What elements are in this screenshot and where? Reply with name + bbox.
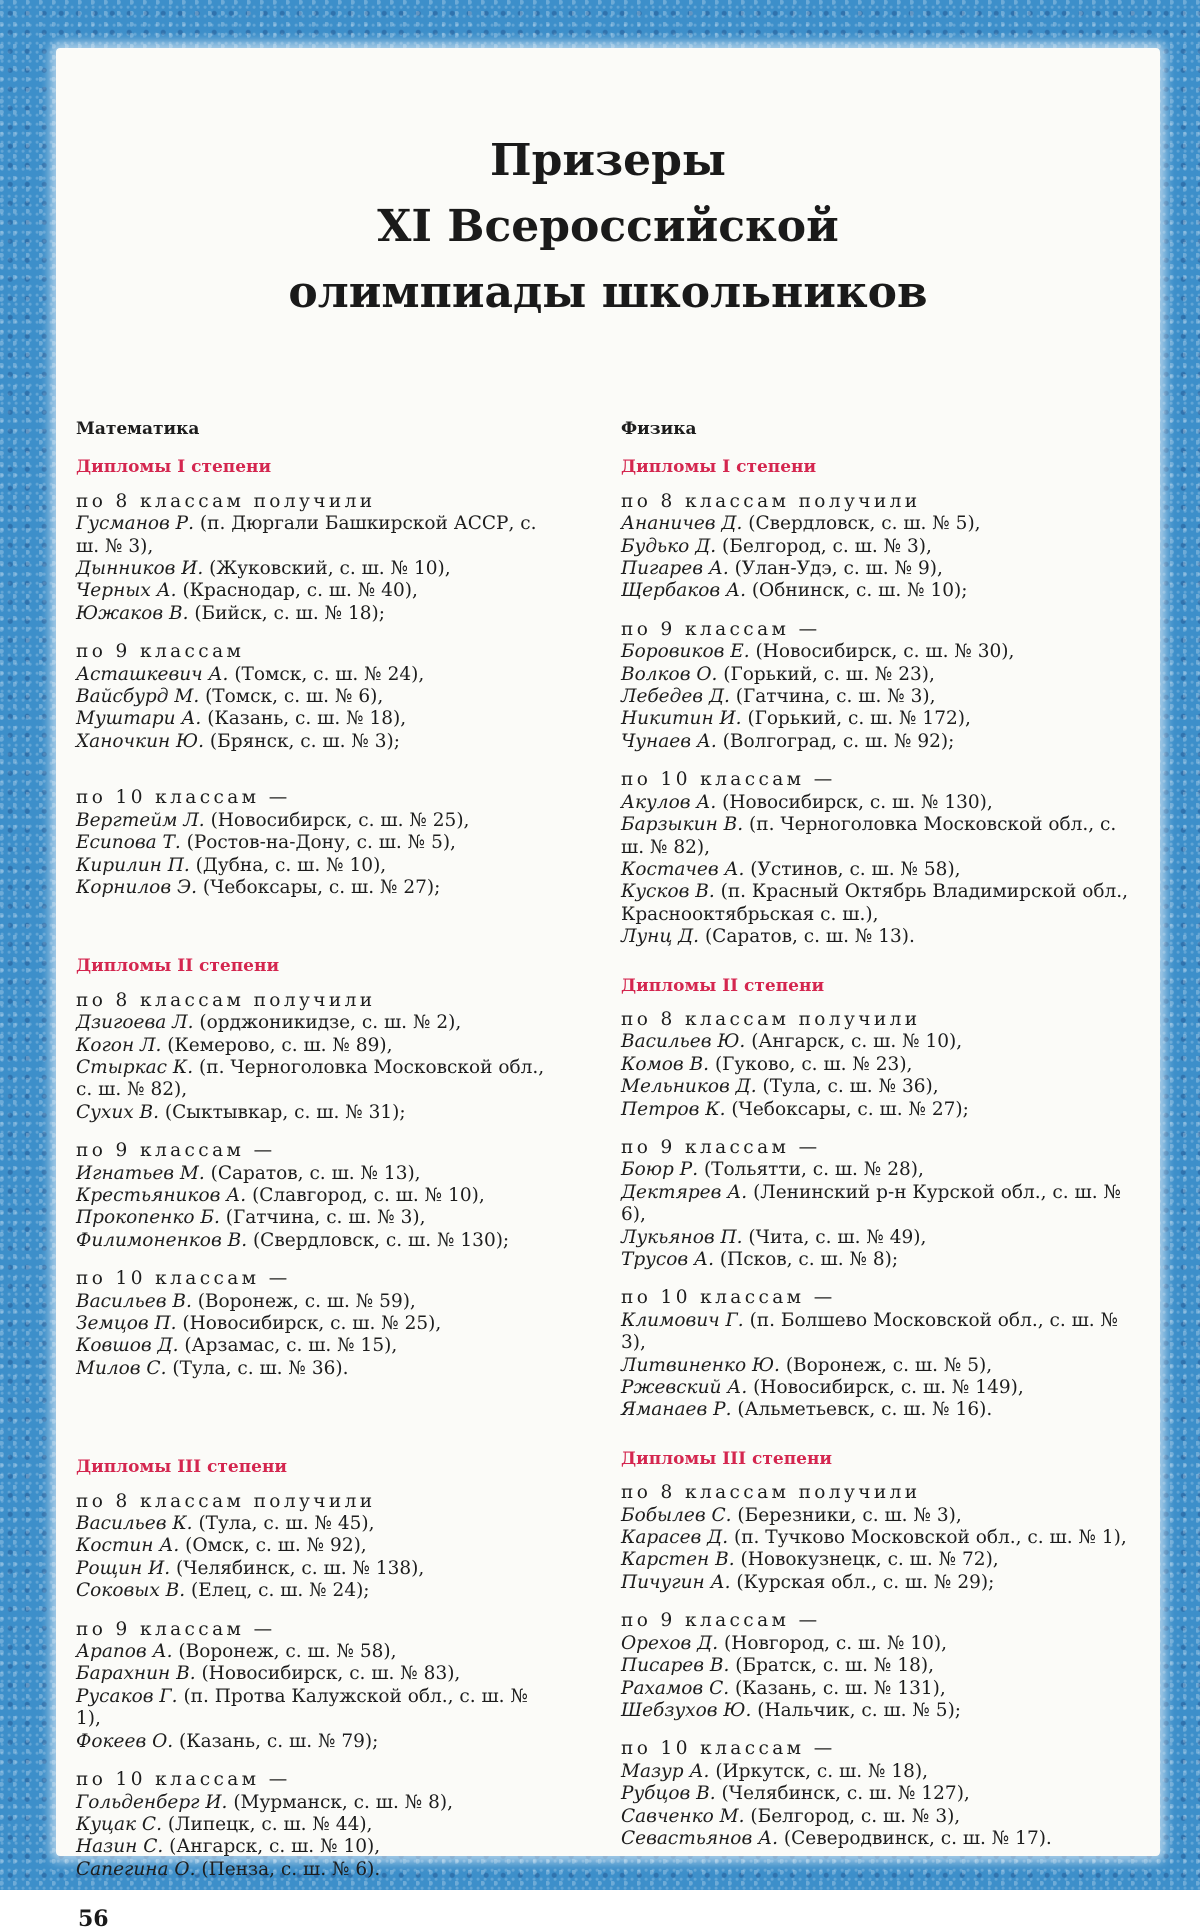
diploma-level-heading: Дипломы I степени xyxy=(621,457,817,478)
winner-entry xyxy=(76,1358,552,1380)
winner-school: (Гатчина, с. ш. № 3), xyxy=(225,1207,426,1229)
winner-school: (Новосибирск, с. ш. № 83), xyxy=(201,1663,461,1685)
winner-name: Фокеев О. xyxy=(76,1730,174,1752)
section-spacer xyxy=(621,965,1131,975)
winner-school: (п. Черноголовка Московской обл., с. ш. № 82), xyxy=(76,1056,545,1101)
winner-school: (Гуково, с. ш. № 23), xyxy=(714,1053,913,1075)
winner-entry xyxy=(76,686,552,708)
winner-name: Петров К. xyxy=(621,1098,726,1120)
winner-entry xyxy=(76,1335,552,1357)
grade-label: по 8 классам получили xyxy=(76,989,376,1011)
winner-entry xyxy=(621,1505,1131,1527)
winner-entry xyxy=(621,686,1131,708)
winner-school: (Нальчик, с. ш. № 5); xyxy=(757,1699,962,1721)
winner-school: (Дубна, с. ш. № 10), xyxy=(195,854,387,876)
title-line-1: Призеры xyxy=(490,135,726,186)
winner-entry xyxy=(621,1655,1131,1677)
winner-school: (Саратов, с. ш. № 13), xyxy=(210,1162,421,1184)
winner-entry xyxy=(621,1633,1131,1655)
diploma-level-heading: Дипломы II степени xyxy=(621,975,825,996)
winner-school: (Тольятти, с. ш. № 28), xyxy=(703,1159,924,1181)
winner-entry xyxy=(621,1549,1131,1571)
winner-name: Комов В. xyxy=(621,1053,710,1075)
winner-school: (Волгоград, с. ш. № 92); xyxy=(722,730,955,752)
diploma-level-heading: Дипломы III степени xyxy=(76,1457,288,1478)
grade-group xyxy=(76,1769,552,1881)
winner-entry xyxy=(76,1230,552,1252)
winner-name: Боюр Р. xyxy=(621,1159,699,1181)
winner-school: (Новосибирск, с. ш. № 30), xyxy=(755,641,1015,663)
winner-name: Сапегина О. xyxy=(76,1858,196,1880)
winner-school: (Новосибирск, с. ш. № 149), xyxy=(753,1377,1024,1399)
winner-school: (п. Болшево Московской обл., с. ш. № 3), xyxy=(621,1309,1119,1354)
winner-name: Акулов А. xyxy=(621,791,717,813)
winner-school: (Жуковский, с. ш. № 10), xyxy=(209,558,451,580)
diploma-level-heading: Дипломы I степени xyxy=(76,457,272,478)
winner-name: Никитин И. xyxy=(621,708,742,730)
winner-school: (Горький, с. ш. № 172), xyxy=(747,708,971,730)
winner-name: Лунц Д. xyxy=(621,926,700,948)
winner-entry xyxy=(76,1207,552,1229)
winner-name: Филимоненков В. xyxy=(76,1229,248,1251)
winner-school: (Елец, с. ш. № 24); xyxy=(191,1580,370,1602)
winner-name: Волков О. xyxy=(621,663,718,685)
winner-entry xyxy=(76,1185,552,1207)
subject-heading: Математика xyxy=(76,419,200,439)
winner-entry xyxy=(621,1572,1131,1594)
winner-name: Милов С. xyxy=(76,1357,167,1379)
grade-group xyxy=(621,1137,1131,1271)
winner-name: Карасев Д. xyxy=(621,1527,729,1549)
grade-label: по 10 классам — xyxy=(621,1738,836,1760)
winner-name: Рубцов В. xyxy=(621,1783,716,1805)
winner-entry xyxy=(621,1761,1131,1783)
winner-name: Дзигоева Л. xyxy=(76,1012,194,1034)
winner-entry xyxy=(76,1102,552,1124)
winner-school: (Казань, с. ш. № 79); xyxy=(179,1730,379,1752)
winner-name: Севастьянов А. xyxy=(621,1827,778,1849)
grade-group xyxy=(76,1140,552,1252)
winner-school: (Улан-Удэ, с. ш. № 9), xyxy=(734,558,943,580)
winner-school: (Пенза, с. ш. № 6). xyxy=(201,1858,381,1880)
winner-school: (п. Красный Октябрь Владимирской обл., Краснооктябрьская с. ш.), xyxy=(621,881,1129,925)
grade-group xyxy=(621,769,1131,948)
winner-entry xyxy=(76,1859,552,1881)
grade-label: по 9 классам — xyxy=(621,618,821,640)
grade-label: по 8 классам получили xyxy=(76,1490,376,1512)
winner-name: Русаков Г. xyxy=(76,1685,178,1707)
winner-entry xyxy=(76,855,552,877)
winner-name: Соковых В. xyxy=(76,1580,186,1602)
winner-school: (Братск, с. ш. № 18), xyxy=(735,1655,934,1677)
grade-group xyxy=(621,1009,1131,1121)
page-title xyxy=(56,128,1160,326)
winner-school: (Новокузнецк, с. ш. № 72), xyxy=(740,1549,999,1571)
winner-entry xyxy=(76,1792,552,1814)
winner-school: (Мурманск, с. ш. № 8), xyxy=(233,1791,453,1813)
grade-group xyxy=(621,491,1131,603)
winner-entry xyxy=(621,1783,1131,1805)
winner-entry xyxy=(621,1806,1131,1828)
winner-school: (Белгород, с. ш. № 3), xyxy=(722,535,932,557)
winner-entry xyxy=(76,877,552,899)
winner-name: Васильев Ю. xyxy=(621,1031,746,1053)
winner-school: (Северодвинск, с. ш. № 17). xyxy=(783,1827,1052,1849)
winner-school: (Горький, с. ш. № 23), xyxy=(723,663,935,685)
winner-entry xyxy=(621,580,1131,602)
winner-school: (Обнинск, с. ш. № 10); xyxy=(751,580,968,602)
subject-heading: Физика xyxy=(621,419,697,439)
winner-entry xyxy=(76,1535,552,1557)
winner-name: Мельников Д. xyxy=(621,1076,757,1098)
winner-entry xyxy=(76,664,552,686)
grade-group xyxy=(621,1610,1131,1722)
grade-group xyxy=(76,1268,552,1380)
winner-name: Савченко М. xyxy=(621,1805,745,1827)
winner-entry xyxy=(621,1182,1131,1227)
winner-entry xyxy=(621,1678,1131,1700)
winner-school: (п. Черноголовка Московской обл., с. ш. № 82), xyxy=(621,814,1117,858)
winner-school: (Свердловск, с. ш. № 130); xyxy=(252,1229,510,1251)
winner-entry xyxy=(76,558,552,580)
section-spacer xyxy=(621,1438,1131,1448)
winner-school: (Казань, с. ш. № 131), xyxy=(735,1677,946,1699)
title-line-2: XI Всероссийской xyxy=(377,201,839,252)
grade-group xyxy=(621,1482,1131,1594)
winner-entry xyxy=(621,1355,1131,1377)
winner-name: Орехов Д. xyxy=(621,1632,719,1654)
winner-school: (Славгород, с. ш. № 10), xyxy=(252,1184,485,1206)
winner-school: (Тула, с. ш. № 36), xyxy=(762,1076,939,1098)
winner-entry xyxy=(621,1227,1131,1249)
winner-entry xyxy=(621,1828,1131,1850)
winner-name: Чунаев А. xyxy=(621,730,717,752)
winner-school: (п. Тучково Московской обл., с. ш. № 1), xyxy=(734,1527,1127,1549)
winner-name: Дектярев А. xyxy=(621,1181,748,1203)
winner-school: (Липецк, с. ш. № 44), xyxy=(167,1813,373,1835)
winner-school: (Сыктывкар, с. ш. № 31); xyxy=(164,1101,406,1123)
winner-entry xyxy=(621,1249,1131,1271)
winner-school: (Новосибирск, с. ш. № 130), xyxy=(722,791,993,813)
winner-school: (Ангарск, с. ш. № 10), xyxy=(751,1031,963,1053)
winner-entry xyxy=(621,1527,1131,1549)
winner-school: (Воронеж, с. ш. № 5), xyxy=(785,1354,993,1376)
winner-entry xyxy=(621,814,1131,859)
winner-name: Дынников И. xyxy=(76,558,204,580)
grade-group xyxy=(76,990,552,1124)
winner-entry xyxy=(621,1099,1131,1121)
winner-name: Черных А. xyxy=(76,580,177,602)
winner-name: Шебзухов Ю. xyxy=(621,1699,752,1721)
winner-entry xyxy=(621,558,1131,580)
winner-name: Мазур А. xyxy=(621,1760,710,1782)
winner-entry xyxy=(76,1836,552,1858)
winner-entry xyxy=(621,1310,1131,1355)
winner-entry xyxy=(76,1663,552,1685)
winner-name: Игнатьев М. xyxy=(76,1162,205,1184)
winner-entry xyxy=(621,926,1131,948)
grade-label: по 8 классам получили xyxy=(621,1008,921,1030)
winner-entry xyxy=(76,1814,552,1836)
winner-entry xyxy=(76,1163,552,1185)
grade-group xyxy=(621,1738,1131,1850)
winner-entry xyxy=(76,580,552,602)
winner-school: (Свердловск, с. ш. № 5), xyxy=(748,513,981,535)
winner-name: Вайсбурд М. xyxy=(76,686,200,708)
page-number: 56 xyxy=(78,1906,109,1932)
winner-name: Писарев В. xyxy=(621,1655,730,1677)
winner-name: Костачев А. xyxy=(621,858,745,880)
grade-group xyxy=(621,1287,1131,1421)
title-line-3: олимпиады школьников xyxy=(288,267,928,318)
grade-label: по 9 классам xyxy=(76,641,245,663)
winner-name: Есипова Т. xyxy=(76,832,181,854)
winner-school: (Чебоксары, с. ш. № 27); xyxy=(731,1098,969,1120)
winner-school: (Бийск, с. ш. № 18); xyxy=(194,602,385,624)
winner-name: Васильев В. xyxy=(76,1290,192,1312)
winner-name: Муштари А. xyxy=(76,708,202,730)
winner-name: Ржевский А. xyxy=(621,1377,748,1399)
winner-name: Стыркас К. xyxy=(76,1056,194,1078)
winner-school: (Новгород, с. ш. № 10), xyxy=(724,1632,947,1654)
winner-entry xyxy=(76,1513,552,1535)
winner-entry xyxy=(621,731,1131,753)
winner-school: (Тула, с. ш. № 45), xyxy=(198,1513,375,1535)
winner-name: Карстен В. xyxy=(621,1549,735,1571)
grade-label: по 10 классам — xyxy=(621,769,836,791)
winner-name: Климович Г. xyxy=(621,1309,744,1331)
winner-name: Бобылев С. xyxy=(621,1504,732,1526)
grade-label: по 9 классам — xyxy=(76,1140,276,1162)
winner-school: (Белгород, с. ш. № 3), xyxy=(750,1805,961,1827)
winner-school: (Новосибирск, с. ш. № 25), xyxy=(182,1313,442,1334)
winner-entry xyxy=(621,859,1131,881)
winner-name: Прокопенко Б. xyxy=(76,1207,220,1229)
winner-entry xyxy=(76,810,552,832)
winner-entry xyxy=(76,1291,552,1313)
winner-name: Боровиков Е. xyxy=(621,641,750,663)
winner-school: (Брянск, с. ш. № 3); xyxy=(209,730,400,752)
winner-name: Кусков В. xyxy=(621,881,715,903)
grade-label: по 9 классам — xyxy=(76,1618,276,1640)
winner-school: (п. Дюргали Башкирской АССР, с. ш. № 3), xyxy=(76,513,537,557)
grade-label: по 10 классам — xyxy=(621,1287,836,1309)
winner-school: (Новосибирск, с. ш. № 25), xyxy=(210,809,470,831)
winner-name: Крестьяников А. xyxy=(76,1184,247,1206)
winner-name: Васильев К. xyxy=(76,1513,193,1535)
winner-entry xyxy=(76,603,552,625)
winner-school: (Воронеж, с. ш. № 58), xyxy=(178,1641,397,1663)
winner-school: (Томск, с. ш. № 6), xyxy=(205,686,384,708)
winner-name: Костин А. xyxy=(76,1535,180,1557)
winner-entry xyxy=(76,1686,552,1731)
winner-name: Рощин И. xyxy=(76,1557,171,1579)
grade-group xyxy=(76,1491,552,1603)
winner-entry xyxy=(76,1641,552,1663)
winner-entry xyxy=(76,1558,552,1580)
winner-school: (Устинов, с. ш. № 58), xyxy=(750,858,961,880)
winner-school: (Арзамас, с. ш. № 15), xyxy=(184,1335,398,1357)
winner-entry xyxy=(76,1035,552,1057)
winner-name: Рахамов С. xyxy=(621,1677,730,1699)
diploma-level-heading: Дипломы III степени xyxy=(621,1448,833,1469)
winner-school: (Краснодар, с. ш. № 40), xyxy=(182,580,418,602)
winner-entry xyxy=(621,513,1131,535)
winner-name: Асташкевич А. xyxy=(76,663,229,685)
winner-name: Лукьянов П. xyxy=(621,1226,743,1248)
winner-school: (Челябинск, с. ш. № 138), xyxy=(176,1557,425,1579)
grade-group xyxy=(76,1619,552,1753)
winner-school: (Курская обл., с. ш. № 29); xyxy=(736,1571,995,1593)
winner-school: (Омск, с. ш. № 92), xyxy=(185,1535,367,1557)
winner-name: Барахнин В. xyxy=(76,1663,196,1685)
winner-school: (Тула, с. ш. № 36). xyxy=(172,1357,349,1379)
math-column xyxy=(76,412,552,1897)
winner-school: (Березники, с. ш. № 3), xyxy=(737,1504,962,1526)
winner-school: (Казань, с. ш. № 18), xyxy=(207,708,407,730)
grade-group xyxy=(76,641,552,753)
winner-school: (п. Протва Калужской обл., с. ш. № 1), xyxy=(76,1685,528,1730)
winner-name: Куцак С. xyxy=(76,1813,162,1835)
winner-name: Барзыкин В. xyxy=(621,814,744,836)
winner-entry xyxy=(621,536,1131,558)
winner-school: (Челябинск, с. ш. № 127), xyxy=(721,1783,970,1805)
grade-group xyxy=(76,491,552,625)
grade-label: по 10 классам — xyxy=(76,1769,291,1791)
winner-entry xyxy=(76,1731,552,1753)
winner-name: Земцов П. xyxy=(76,1313,177,1334)
winner-entry xyxy=(621,664,1131,686)
winner-name: Лебедев Д. xyxy=(621,686,730,708)
winner-name: Арапов А. xyxy=(76,1641,173,1663)
winner-entry xyxy=(76,513,552,558)
winner-school: (Саратов, с. ш. № 13). xyxy=(704,926,915,948)
winner-name: Сухих В. xyxy=(76,1101,160,1123)
winner-name: Пигарев А. xyxy=(621,558,729,580)
winner-name: Кирилин П. xyxy=(76,854,190,876)
winner-entry xyxy=(621,1159,1131,1181)
winner-school: (Чебоксары, с. ш. № 27); xyxy=(202,876,441,898)
winner-name: Корнилов Э. xyxy=(76,876,197,898)
winner-entry xyxy=(76,731,552,753)
grade-label: по 8 классам получили xyxy=(621,1482,921,1504)
winner-entry xyxy=(76,1057,552,1102)
winner-name: Южаков В. xyxy=(76,602,189,624)
winner-entry xyxy=(621,1399,1131,1421)
winner-name: Ковшов Д. xyxy=(76,1335,179,1357)
winner-school: (Альметьевск, с. ш. № 16). xyxy=(737,1399,993,1421)
winner-school: (Томск, с. ш. № 24), xyxy=(234,663,425,685)
grade-label: по 8 классам получили xyxy=(621,490,921,512)
grade-label: по 9 классам — xyxy=(621,1136,821,1158)
winner-school: (Ангарск, с. ш. № 10), xyxy=(169,1836,381,1858)
grade-group xyxy=(621,619,1131,753)
winner-name: Щербаков А. xyxy=(621,580,746,602)
winner-entry xyxy=(621,881,1131,926)
winner-name: Будько Д. xyxy=(621,535,717,557)
grade-label: по 9 классам — xyxy=(621,1610,821,1632)
winner-entry xyxy=(621,1054,1131,1076)
winner-name: Когон Л. xyxy=(76,1034,162,1056)
winner-entry xyxy=(621,1076,1131,1098)
winner-name: Ханочкин Ю. xyxy=(76,730,205,752)
grade-label: по 8 классам получили xyxy=(76,490,376,512)
winner-school: (Гатчина, с. ш. № 3), xyxy=(735,686,936,708)
winner-school: (Чита, с. ш. № 49), xyxy=(748,1226,927,1248)
winner-school: (Кемерово, с. ш. № 89), xyxy=(167,1034,393,1056)
winner-name: Гольденберг И. xyxy=(76,1791,228,1813)
winner-name: Ананичев Д. xyxy=(621,513,743,535)
winner-entry xyxy=(621,641,1131,663)
diploma-level-heading: Дипломы II степени xyxy=(76,956,280,977)
winner-entry xyxy=(621,1031,1131,1053)
section-spacer xyxy=(76,1396,552,1456)
physics-column xyxy=(621,412,1131,1866)
winner-entry xyxy=(621,708,1131,730)
winner-school: (Ростов-на-Дону, с. ш. № 5), xyxy=(186,832,456,854)
grade-group xyxy=(76,787,552,899)
winner-entry xyxy=(76,1313,552,1335)
winner-entry xyxy=(76,1012,552,1034)
winner-name: Гусманов Р. xyxy=(76,513,195,535)
winner-school: (Иркутск, с. ш. № 18), xyxy=(715,1760,928,1782)
winner-name: Литвиненко Ю. xyxy=(621,1354,780,1376)
grade-label: по 10 классам — xyxy=(76,1268,291,1290)
winner-entry xyxy=(76,1580,552,1602)
winner-school: (Воронеж, с. ш. № 59), xyxy=(197,1290,416,1312)
winner-name: Назин С. xyxy=(76,1836,164,1858)
section-spacer xyxy=(76,915,552,955)
winner-name: Вергтейм Л. xyxy=(76,809,205,831)
winner-entry xyxy=(621,792,1131,814)
winner-school: (Ленинский р-н Курской обл., с. ш. № 6), xyxy=(621,1181,1122,1226)
winner-school: (орджоникидзе, с. ш. № 2), xyxy=(199,1012,462,1034)
winner-entry xyxy=(621,1700,1131,1722)
grade-label: по 10 классам — xyxy=(76,787,291,809)
winner-name: Трусов А. xyxy=(621,1249,714,1270)
winner-school: (Псков, с. ш. № 8); xyxy=(719,1249,899,1270)
winner-entry xyxy=(76,832,552,854)
winner-name: Яманаев Р. xyxy=(621,1399,732,1421)
winner-entry xyxy=(76,708,552,730)
winner-name: Пичугин А. xyxy=(621,1571,731,1593)
winner-entry xyxy=(621,1377,1131,1399)
